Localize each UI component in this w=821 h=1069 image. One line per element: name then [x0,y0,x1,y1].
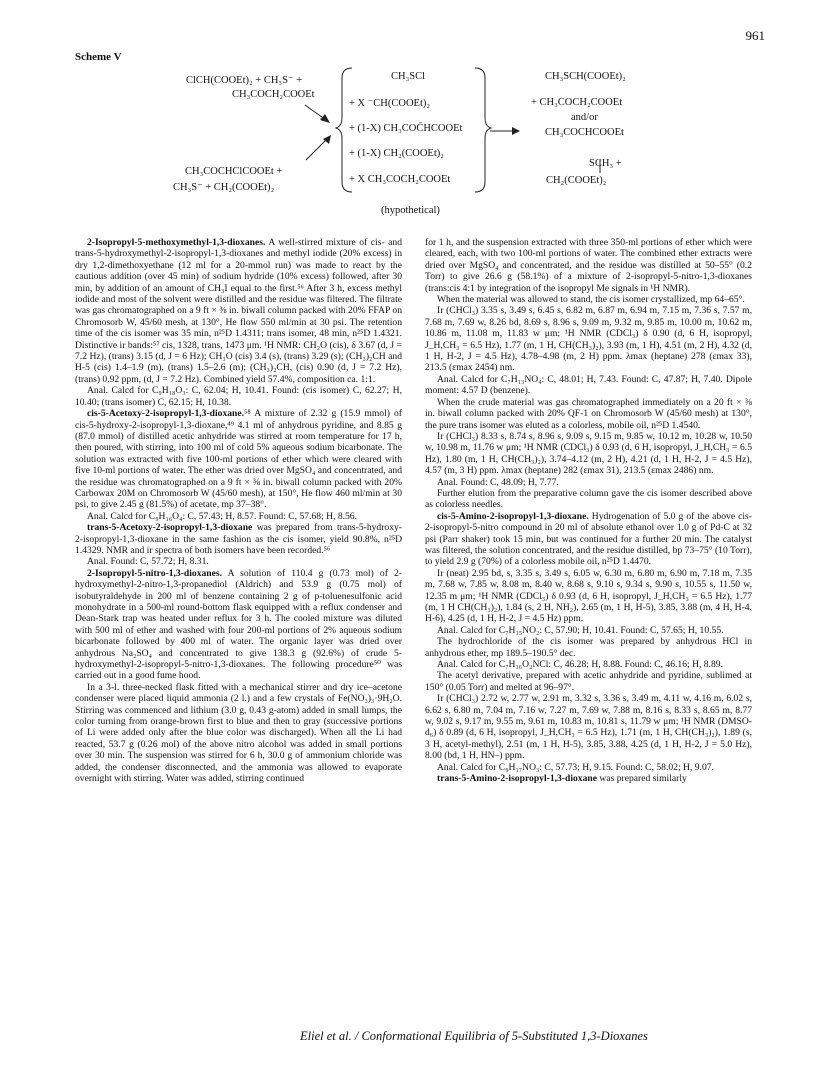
page-number: 961 [745,28,765,43]
scheme-right-3: and/or [571,112,598,123]
paragraph-text: Anal. Found: C, 48.09; H, 7.77. [437,476,559,488]
paragraph-text: Ir (CHCl₃) 2.72 w, 2.77 w, 2.91 m, 3.32 s, 3.36 s, 3.49 m, 4.11 w, 4.16 m, 6.02 s, 6.62 s, 6.80 m, 7.04 m, 7.16 w, 7.27 m, 7.69 w, 7.88 m, 8.16 s, 8.33 s, 8.65 m, 8.77 w, 9.02 s, 9.17 m, 9.55 m, 9.61 m, 10.83 m, 10.81 s, 11.79 w μm; ¹H NMR (DMSO-d₆) δ 0.89 (d, 6 H, isopropyl, J_H,CH₃ = 6.5 Hz), 1.71 (m, 1 H, CH(CH₃)₂), 1.89 (s, 3 H, acetyl-methyl), 2.51 (m, 1 H, H-5), 3.85, 3.88, 4.25 (d, 1 H, H-2, J = 5.0 Hz), 8.00 (bd, 1 H, HN–) ppm. [425,693,752,762]
paragraph-text: Anal. Calcd for C₉H₁₆O₄: C, 57.43; H, 8.57. Found: C, 57.68; H, 8.56. [87,510,358,522]
paragraph [425,670,752,693]
paragraph [425,374,752,397]
paragraph [425,237,752,294]
scheme-left-top-2: CH₃COCH₂COOEt [232,89,315,100]
paragraph-text: for 1 h, and the suspension extracted with three 350-ml portions of ether which were cleared, each, with two 100-ml portions of water. The combined ether extracts were dried over MgSO₄ and concentrated, and the residue was distilled at 50–55° (0.2 Torr) to give 26.6 g (58.1%) of a mixture of 2-isopropyl-5-nitro-1,3-dioxanes (trans:cis 4:1 by integration of the isopropyl Me signals in ¹H NMR). [425,237,752,294]
scheme-mid-1: CH₃SCl [391,71,426,82]
paragraph-heading: trans-5-Acetoxy-2-isopropyl-1,3-dioxane [87,522,253,534]
scheme-mid-4: + (1-X) CH₂(COOEt)₂ [349,148,444,159]
paragraph-text: Anal. Found: C, 57.72; H, 8.31. [87,556,209,568]
scheme-left-bot-1: CH₃COCHClCOOEt + [185,166,283,177]
scheme-mid-3: + (1-X) CH₃COC̄HCOOEt [349,123,463,134]
paragraph-text: Anal. Calcd for C₇H₁₃NO₄: C, 48.01; H, 7.43. Found: C, 47.87; H, 7.40. Dipole moment: 4.57 D (benzene). [425,373,752,397]
paragraph [75,408,402,511]
scheme-left-top-1: ClCH(COOEt)₂ + CH₃S⁻ + [186,75,303,86]
paragraph [75,522,402,556]
paragraph-text: Anal. Calcd for C₉H₁₈O₃: C, 62.04; H, 10.41. Found: (cis isomer) C, 62.27; H, 10.40; (trans isomer) C, 62.15; H, 10.38. [75,385,402,408]
right-column [425,237,752,785]
paragraph [75,385,402,408]
scheme-arrows [0,0,821,230]
paragraph-text: A well-stirred mixture of cis- and trans-5-hydroxymethyl-2-isopropyl-1,3-dioxanes and methyl iodide (20% excess) in dry 1,2-dimethoxyethane (12 ml for a 20-mmol run) was made to react by the cautious addition (over 45 min) of sodium hydride (10% excess) followed, after 30 min, by addition of an amount of CH₃I equal to the first.⁵⁶ After 3 h, excess methyl iodide and most of the solvent were distilled and the residue was filtered. The filtrate was gas chromatographed on a 9 ft × ⅜ in. biwall column packed with 20% FFAP on Chromosorb W, 45/60 mesh, at 130°, He flow 550 ml/min at 30 psi. The retention time of the cis isomer was 35 min, n²⁵D 1.4311; trans isomer, 48 min, n²⁵D 1.4321. Distinctive ir bands:⁵⁷ cis, 1328, trans, 1473 μm. ¹H NMR: CH₂O (cis), δ 3.67 (d, J = 7.2 Hz), (trans) 3.15 (d, J = 6 Hz); CH₃O (cis) 3.4 (s), (trans) 3.29 (s); (CH₃)₂CH and H-5 (cis) 1.4–1.9 (m), (trans) 1.5–2.6 (m); (CH₃)₂CH, (cis) 0.90 (d, J = 7.2 Hz), (trans) 0.92 ppm, (d, J = 7.2 Hz). Combined yield 57.4%, composition ca. 1:1. [75,237,402,385]
paragraph [75,682,402,785]
paragraph [425,397,752,431]
paragraph [75,237,402,385]
paragraph [425,294,752,305]
paragraph-text: Anal. Calcd for C₉H₁₇NO₃: C, 57.73; H, 9.15. Found: C, 58.02; H, 9.07. [437,761,714,773]
paragraph-text: Anal. Calcd for C₇H₁₆O₂NCl: C, 46.28; H, 8.88. Found: C, 46.16; H, 8.89. [437,659,723,671]
paragraph-heading: cis-5-Amino-2-isopropyl-1,3-dioxane. [437,510,589,522]
paragraph [425,773,752,784]
paragraph-text: Ir (CHCl₃) 8.33 s, 8.74 s, 8.96 s, 9.09 s, 9.15 m, 9.85 w, 10.12 m, 10.28 w, 10.50 w, 10.98 m, 11.76 w μm; ¹H NMR (CDCl₃) δ 0.93 (d, 6 H, isopropyl, J_H,CH₃ = 6.5 Hz), 1.80 (m, 1 H, CH(CH₃)₂), 3.74–4.12 (m, 2 H), 4.21 (d, 1 H, H-2, J = 4.5 Hz), 4.57 (m, 3 H) ppm. λmax (heptane) 282 (εmax 31), 213.5 (εmax 2486) nm. [425,430,752,477]
paragraph [425,477,752,488]
paragraph-heading: 2-Isopropyl-5-nitro-1,3-dioxanes. [87,567,223,579]
paragraph-text: Ir (neat) 2.95 bd, s, 3.35 s, 3.49 s, 6.05 w, 6.30 m, 6.80 m, 6.90 m, 7.18 m, 7.35 m, 7.68 w, 7.85 w, 8.08 m, 8.40 w, 8.68 s, 9.10 s, 9.34 s, 9.90 s, 10.55 s, 11.50 w, 12.35 m μm; ¹H NMR (CDCl₃) δ 0.93 (d, 6 H, isopropyl, J_H,CH₃ = 6.5 Hz), 1.77 (m, 1 H CH(CH₃)₂), 1.84 (s, 2 H, NH₂), 2.65 (m, 1 H, H-5), 3.85, 3.88 (m, 4 H, H-4, H-6), 4.25 (d, 1 H, H-2, J = 4.5 Hz) ppm. [425,567,752,625]
paragraph [425,488,752,511]
paragraph-text: The hydrochloride of the cis isomer was prepared by anhydrous HCl in anhydrous ether, mp 189.5–190.5° dec. [425,636,752,659]
paragraph-text: Hydrogenation of 5.0 g of the above cis-2-isopropyl-5-nitro compound in 20 ml of absolute ethanol over 1.0 g of Pd-C at 32 psi (Parr shaker) took 15 min, but was continued for a further 20 min. The catalyst was filtered, the solution concentrated, and the residue distilled, bp 73–75° (10 Torr), to yield 2.9 g (70%) of a colorless mobile oil, n²⁵D 1.4470. [425,510,752,568]
scheme-mid-5: + X CH₃COCH₂COOEt [349,174,451,185]
left-column [75,237,402,785]
scheme-caption: (hypothetical) [381,205,440,216]
paragraph [425,305,752,373]
paragraph-heading: cis-5-Acetoxy-2-isopropyl-1,3-dioxane. [87,408,245,420]
paragraph-text: Anal. Calcd for C₇H₁₅NO₂: C, 57.90; H, 10.41. Found: C, 57.65; H, 10.55. [437,624,724,636]
paragraph-heading: trans-5-Amino-2-isopropyl-1,3-dioxane [437,773,597,785]
paragraph-text: Further elution from the preparative column gave the cis isomer described above as colorless needles. [425,487,752,511]
paragraph [425,693,752,761]
paragraph [425,659,752,670]
scheme-right-2: + CH₃COCH₂COOEt [531,97,623,108]
paragraph-text: When the crude material was gas chromatographed immediately on a 20 ft × ⅜ in. biwall column packed with 20% QF-1 on Chromosorb W (45/60 mesh) at 130°, the pure trans isomer was eluted as a colorless, mobile oil, n²⁵D 1.4540. [425,396,752,431]
scheme-right-1: CH₃SCH(COOEt)₂ [545,71,626,82]
paragraph [425,636,752,659]
paragraph [425,762,752,773]
paragraph [425,625,752,636]
scheme-mid-2: + X ⁻CH(COOEt)₂ [349,98,431,109]
paragraph [425,568,752,625]
reaction-scheme [0,0,821,230]
scheme-right-6: CH₂(COOEt)₂ [546,175,607,186]
paragraph-text: When the material was allowed to stand, the cis isomer crystallized, mp 64–65°. [437,294,745,306]
scheme-right-4: CH₃COCHCOOEt [545,127,624,138]
running-footer: Eliel et al. / Conformational Equilibria of 5-Substituted 1,3-Dioxanes [300,1029,648,1043]
paragraph-text: The acetyl derivative, prepared with acetic anhydride and pyridine, sublimed at 150° (0.05 Torr) and melted at 96–97°. [425,670,752,693]
paragraph-text: Ir (CHCl₃) 3.35 s, 3.49 s, 6.45 s, 6.82 m, 6.87 m, 6.94 m, 7.15 m, 7.36 s, 7.57 m, 7.68 m, 7.69 w, 8.26 bd, 8.69 s, 8.96 s, 9.09 m, 9.32 m, 9.85 m, 10.00 m, 10.62 m, 10.86 m, 11.08 m, 11.83 w μm; ¹H NMR (CDCl₃) δ 0.90 (d, 6 H, isopropyl, J_H,CH₃ = 6.5 Hz), 1.77 (m, 1 H, CH(CH₃)₂), 3.93 (m, 1 H), 4.51 (m, 2 H), 4.32 (d, 1 H, H-2, J = 4.5 Hz), 4.78–4.98 (m, 2 H) ppm. λmax (heptane) 278 (εmax 33), 213.5 (εmax 2454) nm. [425,305,752,374]
paragraph-text: In a 3-l. three-necked flask fitted with a mechanical stirrer and dry ice–acetone condenser were placed liquid ammonia (2 l.) and a few crystals of Fe(NO₃)₃·9H₂O. Stirring was commenced and lithium (3.0 g, 0.43 g-atom) added in small lumps, the color turning from orange-brown first to blue and then to gray (successive portions of Li were added only after the blue color was discharged). When all the Li had reacted, 53.7 g (0.26 mol) of the above nitro alcohol was added in small portions over 30 min. The suspension was stirred for 6 h, 30.0 g of ammonium chloride was added, the condenser disconnected, and the ammonia was allowed to evaporate overnight with stirring. Water was added, stirring continued [75,681,402,785]
scheme-left-bot-2: CH₃S⁻ + CH₂(COOEt)₂ [173,182,275,193]
paragraph [75,511,402,522]
paragraph-text: A solution of 110.4 g (0.73 mol) of 2-hydroxymethyl-2-nitro-1,3-propanediol (Aldrich) and 53.9 g (0.75 mol) of isobutyraldehyde in 200 ml of benzene containing 2 g of p-toluenesulfonic acid monohydrate in a 500-ml round-bottom flask equipped with a reflux condenser and Dean-Stark trap was heated under reflux for 3 h. The cooled mixture was diluted with 500 ml of ether and washed with four 200-ml portions of 2% aqueous sodium bicarbonate followed by 400 ml of water. The organic layer was dried over anhydrous Na₂SO₄ and concentrated to give 138.3 g (92.6%) of crude 5-hydroxymethyl-2-isopropyl-5-nitro-1,3-dioxanes. The following procedure⁵⁰ was carried out in a good fume hood. [75,567,402,682]
paragraph-heading: 2-Isopropyl-5-methoxymethyl-1,3-dioxanes. [87,237,266,248]
paragraph-text: was prepared similarly [597,773,687,785]
paragraph [425,431,752,477]
paragraph [75,556,402,567]
paragraph-text: was prepared from trans-5-hydroxy-2-isopropyl-1,3-dioxane in the same fashion as the cis isomer, yield 90.8%, n²⁵D 1.4329. NMR and ir spectra of both isomers have been recorded.⁵⁶ [75,522,402,556]
paragraph-text: ⁵⁸ A mixture of 2.32 g (15.9 mmol) of cis-5-hydroxy-2-isopropyl-1,3-dioxane,⁴⁹ 4.1 ml of anhydrous pyridine, and 8.85 g (87.0 mmol) of distilled acetic anhydride was stirred at room temperature for 17 h, then poured, with stirring, into 100 ml of cold 5% aqueous sodium bicarbonate. The solution was extracted with five 100-ml portions of ether which were cleared with five 10-ml portions of water. The ether was dried over MgSO₄ and concentrated, and the residue was chromatographed on a 9 ft × ⅜ in. biwall column packed with 20% Carbowax 20M on Chromosorb W (45/60 mesh), at 150°, He flow 460 ml/min at 30 psi, to give 2.45 g (81.5%) of acetate, mp 37–38°. [75,408,402,511]
scheme-label: Scheme V [75,51,122,63]
scheme-right-5: SCH₃ + [589,158,622,169]
paragraph [75,568,402,682]
paragraph [425,511,752,568]
